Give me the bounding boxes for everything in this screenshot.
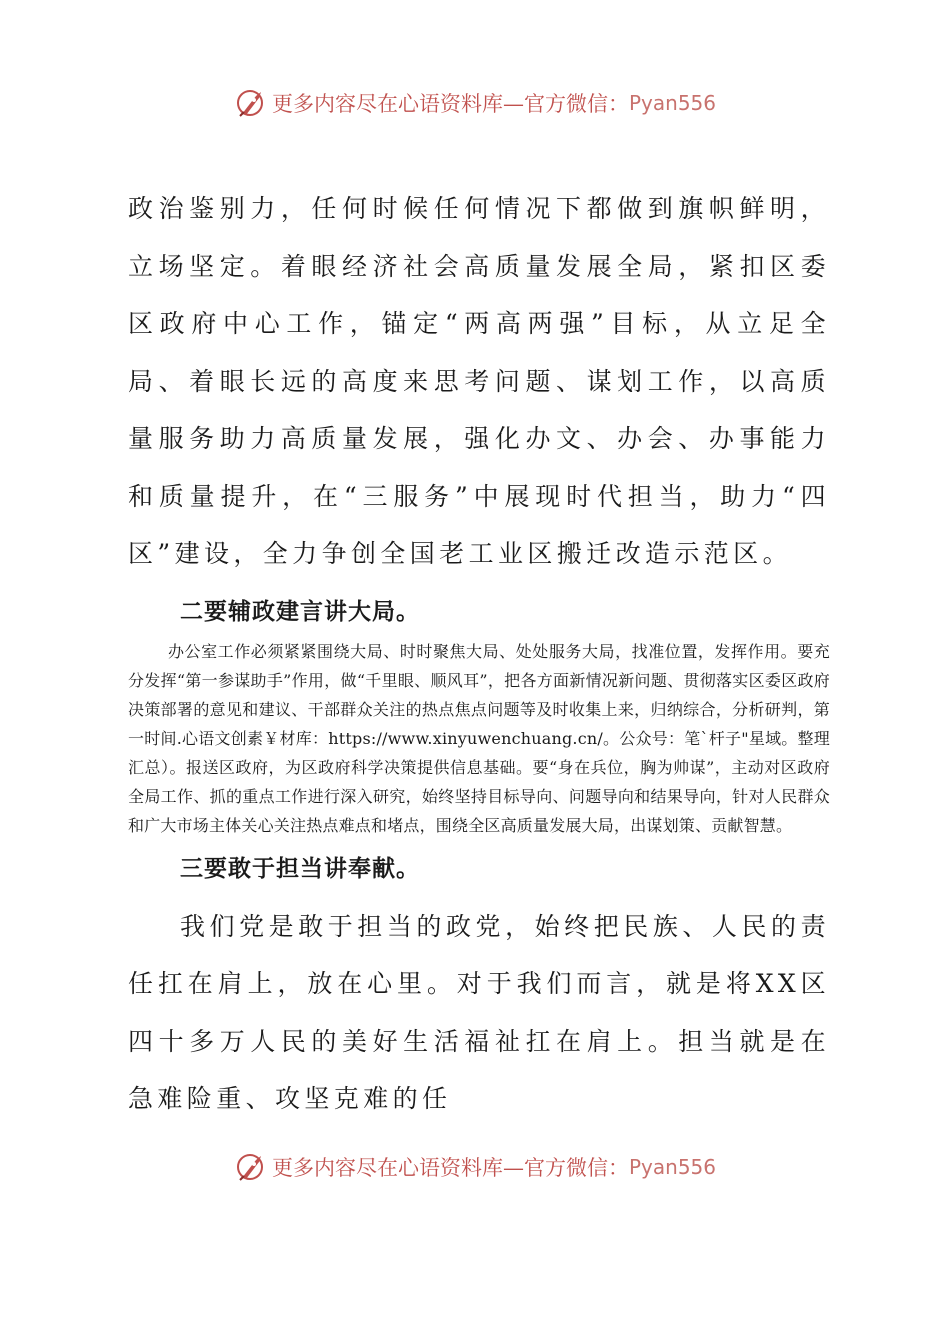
document-body <box>128 180 830 1128</box>
paragraph-2: 办公室工作必须紧紧围绕大局、时时聚焦大局、处处服务大局，找准位置，发挥作用。要充分发挥“第一参谋助手”作用，做“千里眼、顺风耳”，把各方面新情况新问题、贯彻落实区委区政府决策部署的意见和建议、干部群众关注的热点焦点问题等及时收集上来，归纳综合，分析研判，第一时间.心语文创素￥材库：https://www.xinyuwenchuang.cn/。公众号：笔`杆子"星域。整理汇总）。报送区政府，为区政府科学决策提供信息基础。要“身在兵位，胸为帅谋”，主动对区政府全局工作、抓的重点工作进行深入研究，始终坚持目标导向、问题导向和结果导向，针对人民群众和广大市场主体关心关注热点难点和堵点，围绕全区高质量发展大局，出谋划策、贡献智慧。 <box>128 641 830 835</box>
footer-watermark <box>0 1147 950 1187</box>
paragraph-1: 政治鉴别力，任何时候任何情况下都做到旗帜鲜明，立场坚定。着眼经济社会高质量发展全局，紧扣区委区政府中心工作，锚定“两高两强”目标，从立足全局、着眼长远的高度来思考问题、谋划工作，以高质量服务助力高质量发展，强化办文、办会、办事能力和质量提升，在“三服务”中展现时代担当，助力“四区”建设，全力争创全国老工业区搬迁改造示范区。 <box>128 194 830 568</box>
pen-nib-logo-icon <box>234 86 268 120</box>
header-watermark <box>0 83 950 123</box>
watermark-wechat-id: Pyan556 <box>628 91 716 115</box>
section-heading-3: 三要敢于担当讲奉献。 <box>180 855 420 882</box>
pen-nib-logo-icon <box>234 1150 268 1184</box>
section-heading-2: 二要辅政建言讲大局。 <box>180 598 420 625</box>
watermark-text: 更多内容尽在心语资料库—官方微信： <box>271 92 629 116</box>
watermark-text: 更多内容尽在心语资料库—官方微信： <box>271 1156 629 1180</box>
watermark-wechat-id: Pyan556 <box>628 1155 716 1179</box>
paragraph-3: 我们党是敢于担当的政党，始终把民族、人民的责任扛在肩上，放在心里。对于我们而言，就是将XX区四十多万人民的美好生活福祉扛在肩上。担当就是在急难险重、攻坚克难的任 <box>128 911 830 1113</box>
